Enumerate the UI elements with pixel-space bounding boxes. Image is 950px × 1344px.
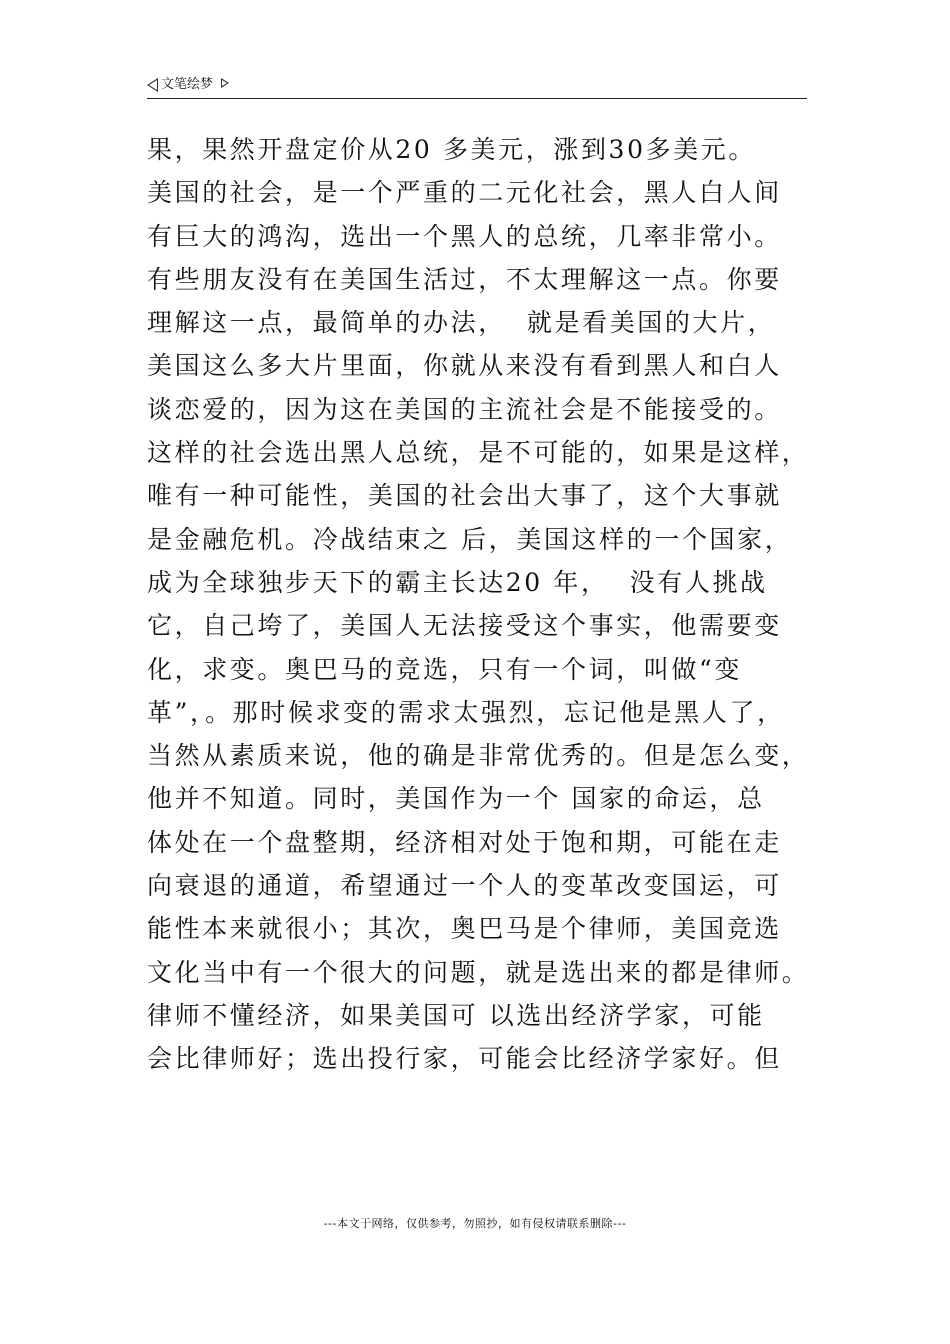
text-line: 革”，。那时候求变的需求太强烈，忘记他是黑人了，: [147, 697, 785, 727]
text-line: 他并不知道。同时，美国作为一个 国家的命运，总: [147, 784, 765, 814]
text-line: 谈恋爱的，因为这在美国的主流社会是不能接受的。: [147, 394, 782, 424]
text-line: 理解这一点，最简单的办法， 就是看美国的大片，: [147, 308, 776, 338]
text-line: 美国的社会，是一个严重的二元化社会，黑人白人间: [147, 178, 782, 208]
text-line: 会比律师好；选出投行家，可能会比经济学家好。但: [147, 1044, 782, 1074]
text-line: 唯有一种可能性，美国的社会出大事了，这个大事就: [147, 481, 782, 511]
header-title: 文笔绘梦: [161, 77, 214, 92]
text-line: 体处在一个盘整期，经济相对处于饱和期，可能在走: [147, 827, 782, 857]
text-line: 美国这么多大片里面，你就从来没有看到黑人和白人: [147, 351, 782, 381]
text-line: 这样的社会选出黑人总统，是不可能的，如果是这样，: [147, 438, 810, 468]
text-line: 有巨大的鸿沟，选出一个黑人的总统，几率非常小。: [147, 221, 782, 251]
text-line: 化，求变。奥巴马的竞选，只有一个词，叫做“变: [147, 654, 742, 684]
text-line: 成为全球独步天下的霸主长达20 年， 没有人挑战: [147, 567, 768, 597]
text-line: 果，果然开盘定价从20 多美元，涨到30多美元。: [147, 135, 756, 164]
text-line: 向衰退的通道，希望通过一个人的变革改变国运，可: [147, 871, 782, 901]
body-text: [147, 128, 827, 1081]
text-line: 律师不懂经济，如果美国可 以选出经济学家，可能: [147, 1000, 765, 1030]
text-line: 能性本来就很小；其次，奥巴马是个律师，美国竞选: [147, 914, 782, 944]
left-triangle-icon: [147, 78, 158, 92]
text-line: 是金融危机。冷战结束之 后，美国这样的一个国家，: [147, 524, 793, 554]
text-line: 文化当中有一个很大的问题，就是选出来的都是律师。: [147, 957, 810, 987]
right-triangle-icon: [221, 78, 229, 88]
text-line: 当然从素质来说，他的确是非常优秀的。但是怎么变，: [147, 741, 810, 771]
page-footer: ---本文于网络，仅供参考，勿照抄，如有侵权请联系删除---: [323, 1217, 627, 1230]
page-header: [147, 72, 807, 99]
text-line: 它，自己垮了，美国人无法接受这个事实，他需要变: [147, 611, 782, 641]
text-line: 有些朋友没有在美国生活过，不太理解这一点。你要: [147, 264, 782, 294]
